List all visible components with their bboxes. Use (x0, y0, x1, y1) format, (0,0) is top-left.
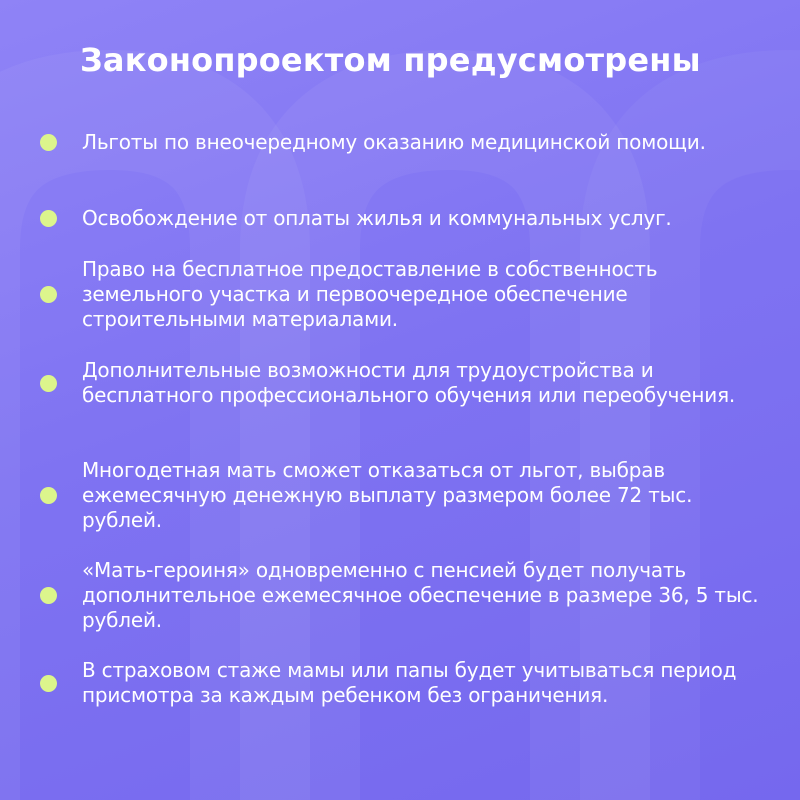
list-item-text: Дополнительные возможности для трудоустройства и бесплатного профессионального обучения или переобучения. (82, 358, 736, 407)
bullet-dot-icon (40, 134, 57, 151)
bullet-dot-icon (40, 587, 57, 604)
page-title: Законопроектом предусмотрены (80, 41, 701, 79)
list-item-text: Многодетная мать сможет отказаться от льгот, выбрав ежемесячную денежную выплату размером более 72 тыс. рублей. (82, 458, 693, 532)
list-item (40, 358, 760, 408)
list-item (40, 458, 760, 533)
list-item (40, 206, 760, 231)
list-item-text: Льготы по внеочередному оказанию медицинской помощи. (82, 130, 706, 154)
list-item-text: Право на бесплатное предоставление в собственность земельного участка и первоочередное обеспечение строительными материалами. (82, 257, 658, 331)
bullet-dot-icon (40, 375, 57, 392)
list-item (40, 130, 760, 155)
bullet-dot-icon (40, 210, 57, 227)
list-item-text: В страховом стаже мамы или папы будет учитываться период присмотра за каждым ребенком без ограничения. (82, 658, 737, 707)
bullet-dot-icon (40, 487, 57, 504)
list-item (40, 658, 760, 708)
list-item (40, 558, 760, 633)
list-item (40, 257, 760, 332)
bullet-dot-icon (40, 675, 57, 692)
list-item-text: «Мать-героиня» одновременно с пенсией будет получать дополнительное ежемесячное обеспечение в размере 36, 5 тыс. рублей. (82, 558, 759, 632)
list-item-text: Освобождение от оплаты жилья и коммунальных услуг. (82, 206, 672, 230)
bullet-dot-icon (40, 286, 57, 303)
